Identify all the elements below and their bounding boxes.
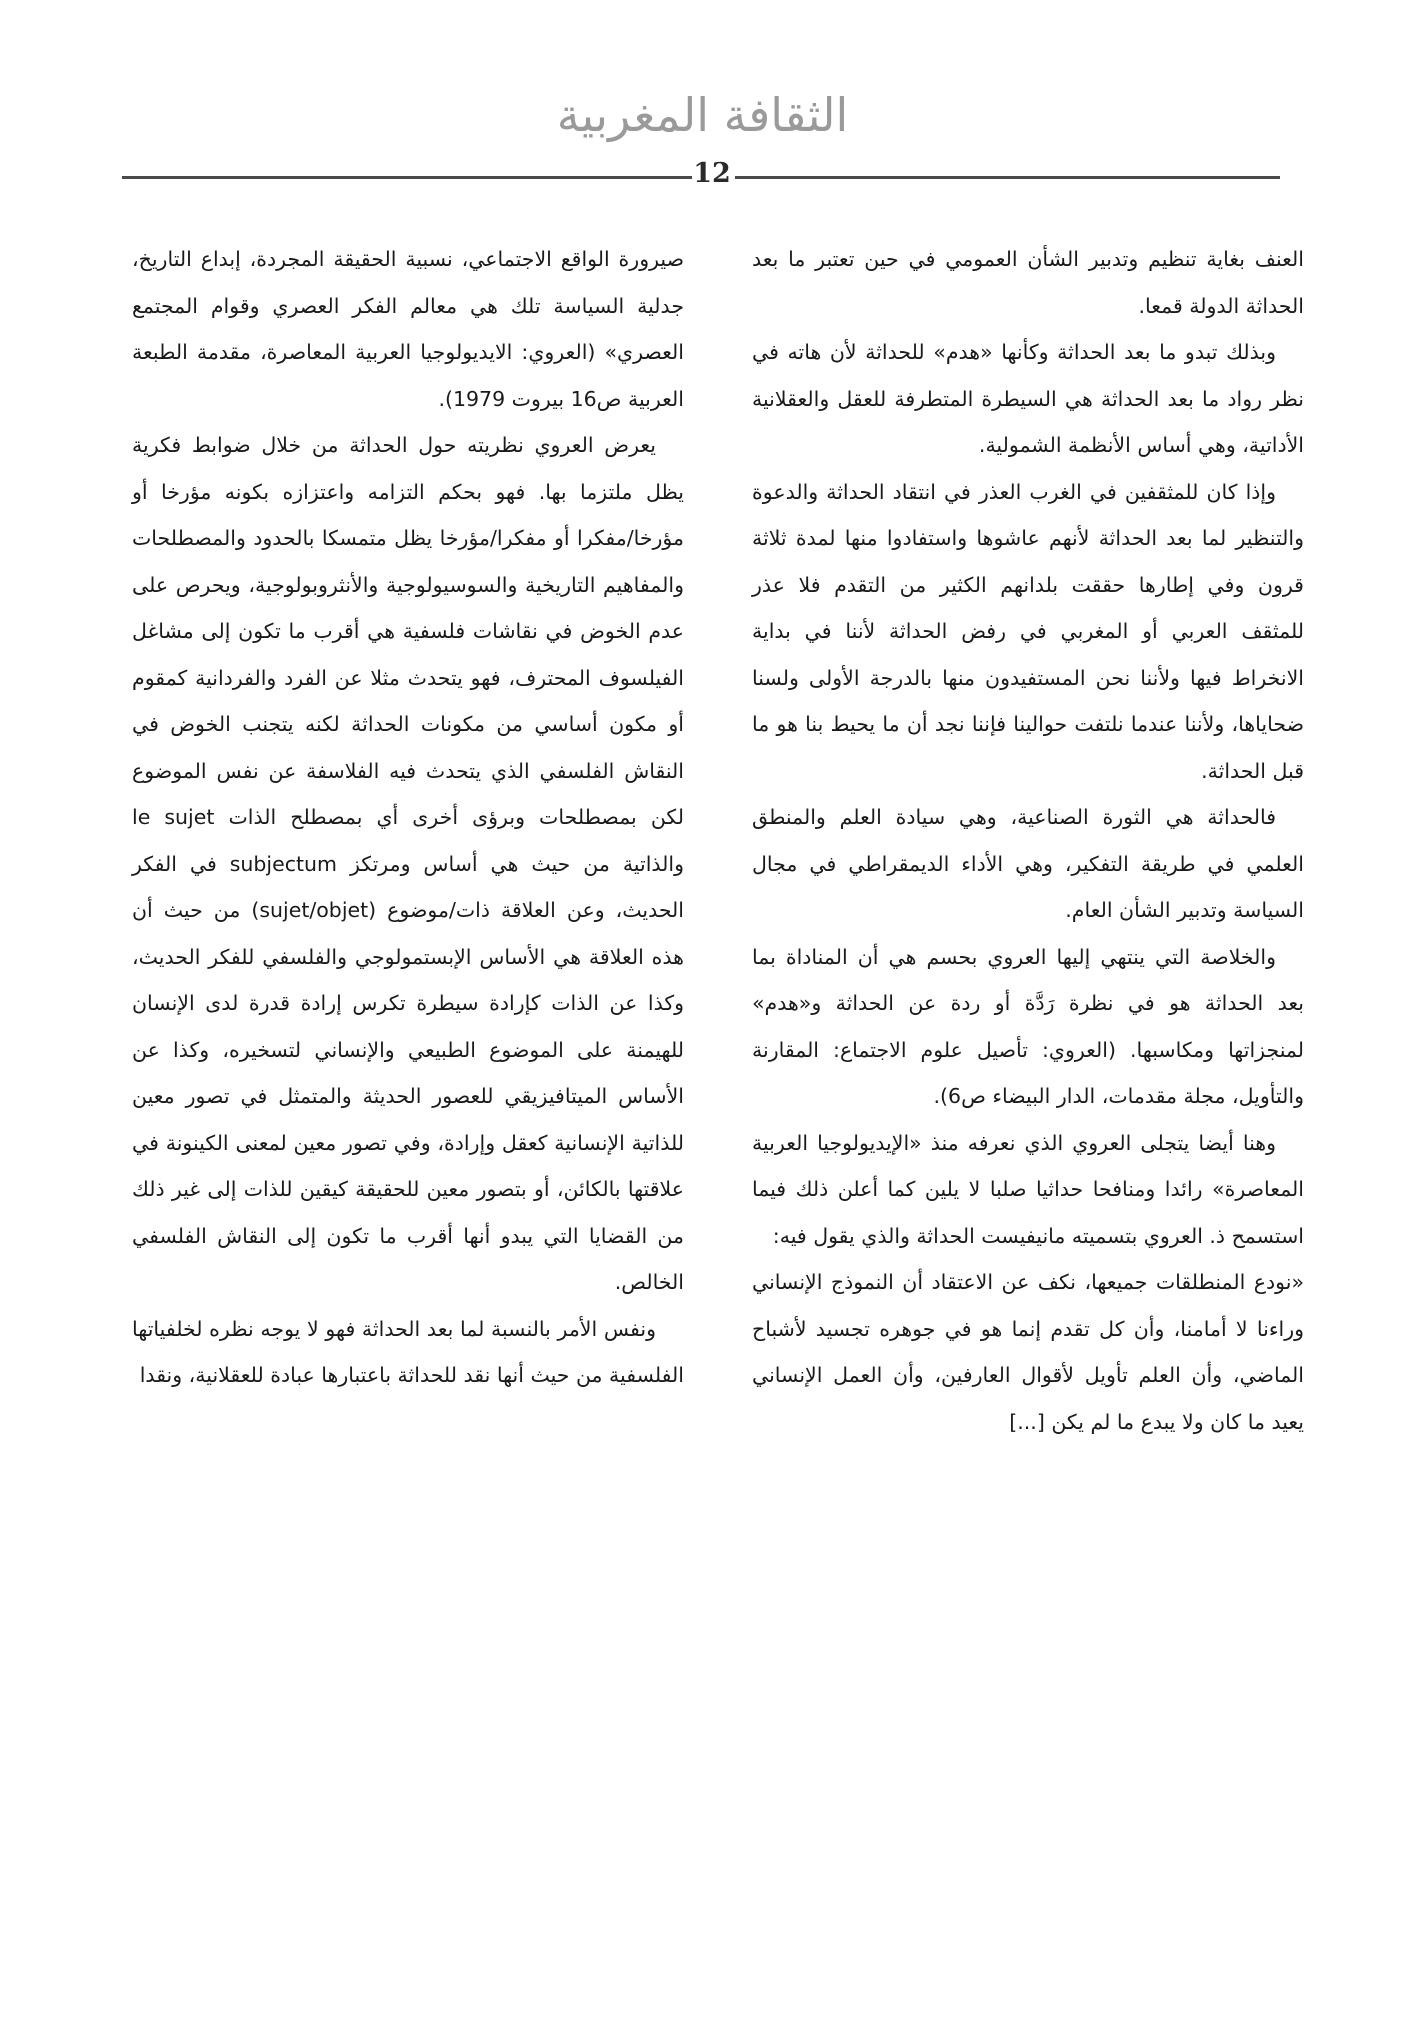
right-column bbox=[752, 236, 1304, 1445]
paragraph: وإذا كان للمثقفين في الغرب العذر في انتقاد الحداثة والدعوة والتنظير لما بعد الحداثة لأنهم عاشوها واستفادوا منها لمدة ثلاثة قرون وفي إطارها حققت بلدانهم الكثير من التقدم فلا عذر للمثقف العربي أو المغربي في رفض الحداثة لأننا في بداية الانخراط فيها ولأننا نحن المستفيدون منها بالدرجة الأولى ولسنا ضحاياها، ولأننا عندما نلتفت حوالينا فإننا نجد أن ما يحيط بنا هو ما قبل الحداثة. bbox=[752, 479, 1304, 783]
header-rule-left bbox=[122, 176, 692, 179]
header-rule-right bbox=[735, 176, 1280, 179]
paragraph: والخلاصة التي ينتهي إليها العروي بحسم هي أن المناداة بما بعد الحداثة هو في نظرة رَدَّة أو ردة عن الحداثة و«هدم» لمنجزاتها ومكاسبها. (العروي: تأصيل علوم الاجتماع: المقارنة والتأويل، مجلة مقدمات، الدار البيضاء ص6). bbox=[752, 944, 1304, 1108]
paragraph: فالحداثة هي الثورة الصناعية، وهي سيادة العلم والمنطق العلمي في طريقة التفكير، وهي الأداء الديمقراطي في مجال السياسة وتدبير الشأن العام. bbox=[752, 805, 1304, 922]
paragraph: وبذلك تبدو ما بعد الحداثة وكأنها «هدم» للحداثة لأن هاته في نظر رواد ما بعد الحداثة هي السيطرة المتطرفة للعقل والعقلانية الأداتية، وهي أساس الأنظمة الشمولية. bbox=[752, 340, 1304, 457]
page-number: 12 bbox=[693, 158, 731, 189]
paragraph: يعرض العروي نظريته حول الحداثة من خلال ضوابط فكرية يظل ملتزما بها. فهو بحكم التزامه واعتزازه بكونه مؤرخا أو مؤرخا/مفكرا أو مفكرا/مؤرخا يظل متمسكا بالحدود والمصطلحات والمفاهيم التاريخية والسوسيولوجية والأنثروبولوجية، ويحرص على عدم الخوض في نقاشات فلسفية هي أقرب ما تكون إلى مشاغل الفيلسوف المحترف، فهو يتحدث مثلا عن الفرد والفردانية كمقوم أو مكون أساسي من مكونات الحداثة لكنه يتجنب الخوض في النقاش الفلسفي الذي يتحدث فيه الفلاسفة عن نفس الموضوع لكن بمصطلحات وبرؤى أخرى أي بمصطلح الذات le sujet والذاتية من حيث هي أساس ومرتكز subjectum في الفكر الحديث، وعن العلاقة ذات/موضوع (sujet/objet) من حيث أن هذه العلاقة هي الأساس الإبستمولوجي والفلسفي للفكر الحديث، وكذا عن الذات كإرادة سيطرة تكرس إرادة قدرة لدى الإنسان للهيمنة على الموضوع الطبيعي والإنساني لتسخيره، وكذا عن الأساس الميتافيزيقي للعصور الحديثة والمتمثل في تصور معين للذاتية الإنسانية كعقل وإرادة، وفي تصور معين لمعنى الكينونة في علاقتها بالكائن، أو بتصور معين للحقيقة كيقين للذات إلى غير ذلك من القضايا التي يبدو أنها أقرب ما تكون إلى النقاش الفلسفي الخالص. bbox=[132, 433, 684, 1294]
left-column bbox=[132, 236, 684, 1399]
paragraph: صيرورة الواقع الاجتماعي، نسبية الحقيقة المجردة، إبداع التاريخ، جدلية السياسة تلك هي معالم الفكر العصري وقوام المجتمع العصري» (العروي: الايديولوجيا العربية المعاصرة، مقدمة الطبعة العربية ص16 بيروت 1979). bbox=[132, 247, 684, 411]
paragraph: وهنا أيضا يتجلى العروي الذي نعرفه منذ «الإيديولوجيا العربية المعاصرة» رائدا ومنافحا حداثيا صلبا لا يلين كما أعلن ذلك فيما استسمح ذ. العروي بتسميته مانيفيست الحداثة والذي يقول فيه: bbox=[752, 1130, 1304, 1248]
paragraph: العنف بغاية تنظيم وتدبير الشأن العمومي في حين تعتبر ما بعد الحداثة الدولة قمعا. bbox=[752, 247, 1304, 318]
paragraph: ونفس الأمر بالنسبة لما بعد الحداثة فهو لا يوجه نظره لخلفياتها الفلسفية من حيث أنها نقد للحداثة باعتبارها عبادة للعقلانية، ونقدا bbox=[132, 1316, 684, 1387]
quote-paragraph: «نودع المنطلقات جميعها، نكف عن الاعتقاد أن النموذج الإنساني وراءنا لا أمامنا، وأن كل تقدم إنما هو في جوهره تجسيد لأشباح الماضي، وأن العلم تأويل لأقوال العارفين، وأن العمل الإنساني يعيد ما كان ولا يبدع ما لم يكن [...] bbox=[752, 1270, 1304, 1434]
journal-title: الثقافة المغربية bbox=[556, 88, 849, 142]
